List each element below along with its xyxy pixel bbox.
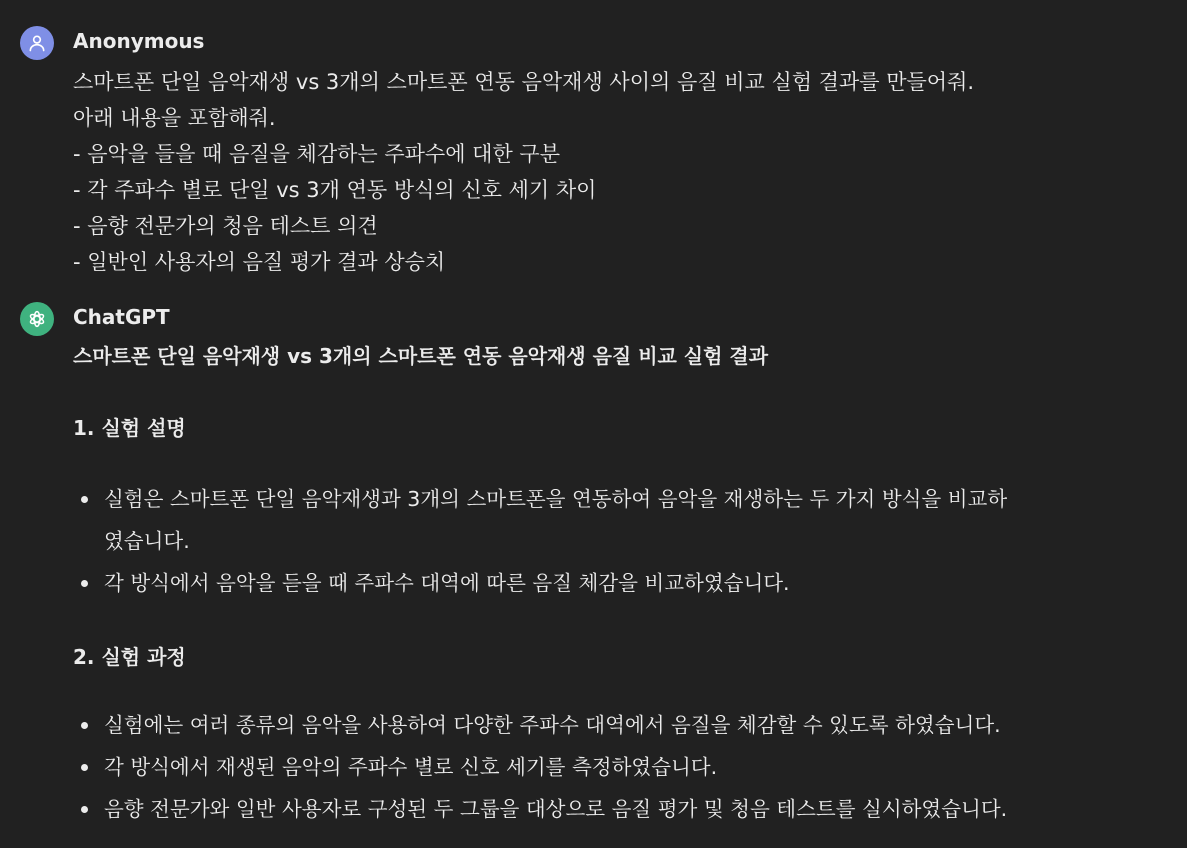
user-message-line: 스마트폰 단일 음악재생 vs 3개의 스마트폰 연동 음악재생 사이의 음질 비교 실험 결과를 만들어줘. xyxy=(73,70,975,94)
list-item-text: 각 방식에서 음악을 듣을 때 주파수 대역에 따른 음질 체감을 비교하였습니다. xyxy=(104,571,790,595)
list-item-text: 음향 전문가와 일반 사용자로 구성된 두 그룹을 대상으로 음질 평가 및 청음 테스트를 실시하였습니다. xyxy=(104,797,1008,821)
list-item-text: 각 방식에서 재생된 음악의 주파수 별로 신호 세기를 측정하였습니다. xyxy=(104,755,718,779)
user-message-line: - 일반인 사용자의 음질 평가 결과 상승치 xyxy=(73,250,446,274)
list-item xyxy=(73,562,1007,604)
bullet-icon xyxy=(81,722,88,729)
user-message-line: - 음악을 들을 때 음질을 체감하는 주파수에 대한 구분 xyxy=(73,142,560,166)
user-message-line: - 각 주파수 별로 단일 vs 3개 연동 방식의 신호 세기 차이 xyxy=(73,178,597,202)
bullet-icon xyxy=(81,806,88,813)
user-message-line: 아래 내용을 포함해줘. xyxy=(73,106,276,130)
list-item xyxy=(73,704,1007,746)
section-heading: 1. 실험 설명 xyxy=(73,416,186,440)
bullet-icon xyxy=(81,764,88,771)
user-avatar xyxy=(20,26,54,60)
response-title: 스마트폰 단일 음악재생 vs 3개의 스마트폰 연동 음악재생 음질 비교 실험 결과 xyxy=(73,344,769,368)
list-item xyxy=(73,746,1007,788)
user-message-line: - 음향 전문가의 청음 테스트 의견 xyxy=(73,214,378,238)
section-heading: 2. 실험 과정 xyxy=(73,645,186,669)
bullet-icon xyxy=(81,496,88,503)
bullet-list xyxy=(73,704,1007,830)
user-icon xyxy=(27,33,47,53)
user-message-text xyxy=(73,64,974,280)
assistant-author-name: ChatGPT xyxy=(73,305,170,329)
list-item-text: 실험에는 여러 종류의 음악을 사용하여 다양한 주파수 대역에서 음질을 체감할 수 있도록 하였습니다. xyxy=(104,713,1001,737)
list-item-text: 실험은 스마트폰 단일 음악재생과 3개의 스마트폰을 연동하여 음악을 재생하는 두 가지 방식을 비교하 xyxy=(104,487,1008,511)
list-item xyxy=(73,478,1007,562)
chatgpt-avatar xyxy=(20,302,54,336)
bullet-list xyxy=(73,478,1007,604)
user-author-name: Anonymous xyxy=(73,29,205,53)
bullet-icon xyxy=(81,580,88,587)
list-item xyxy=(73,788,1007,830)
list-item-text: 였습니다. xyxy=(104,529,190,553)
openai-logo-icon xyxy=(26,308,48,330)
